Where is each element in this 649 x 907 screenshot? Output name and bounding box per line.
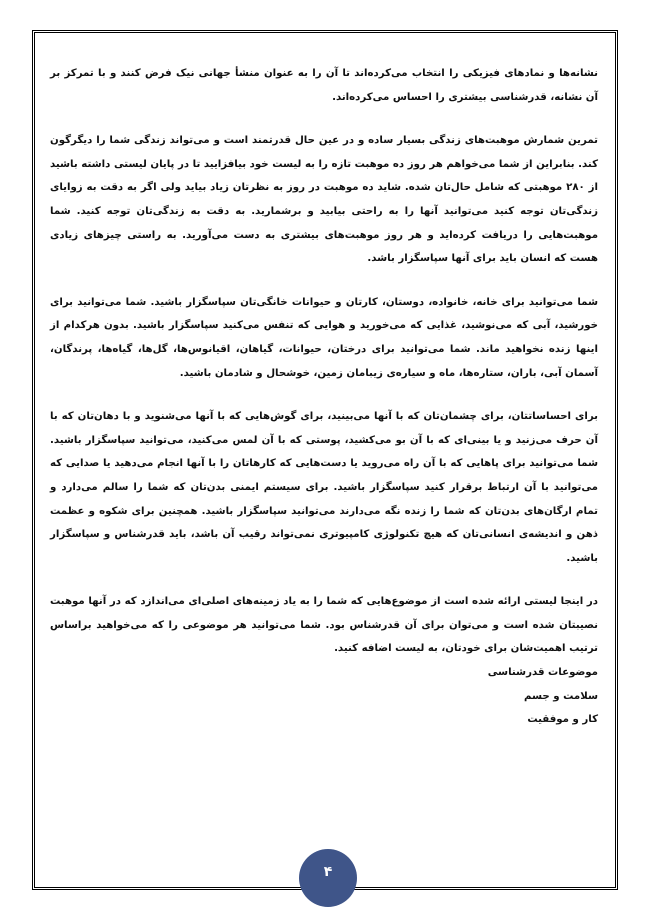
list-item: کار و موفقیت (527, 714, 598, 726)
topic-list (50, 661, 598, 732)
paragraph-4: برای احساساتتان، برای چشمان‌تان که با آنها می‌بینید، برای گوش‌هایی که با آنها می‌شنوید و با دهان‌تان که با آن حرف می‌زنید و یا بینی‌ای که با آن بو می‌کشید، پوستی که با آن لمس می‌کنید، می‌توانید سپاسگزار باشید. شما می‌توانید برای پاهایی که با آن راه می‌روید یا دست‌هایی که کارهاتان را با آنها انجام می‌دهید یا صدایی که می‌توانید با آن ارتباط برقرار کنید سپاسگزار باشید. برای سیستم ایمنی بدن‌تان که شما را سالم می‌دارد و تمام ارگان‌های بدن‌تان که شما را زنده نگه می‌دارند می‌توانید سپاسگزار باشید. همچنین برای شکوه و عظمت ذهن و اندیشه‌ی انسانی‌تان که هیچ تکنولوژی کامپیوتری نمی‌تواند رقیب آن باشد، باید قدرشناس و سپاسگزار باشید. (50, 411, 598, 564)
list-item: موضوعات قدرشناسی (487, 667, 598, 679)
paragraph-2: تمرین شمارش موهبت‌های زندگی بسیار ساده و در عین حال قدرتمند است و می‌تواند زندگی شما را دیگرگون کند. بنابراین از شما می‌خواهم هر روز ده موهبت تازه را به لیست خود بیافزایید تا در پایان لیستی داشته باشید از ۲۸۰ موهبتی که شامل حال‌تان شده. شاید ده موهبت در روز به نظرتان زیاد بیاید ولی اگر به دقت به زوایای زندگی‌تان توجه کنید می‌توانید آنها را به راحتی بیابید و برشمارید. به دقت به زندگی‌تان توجه کنید. شما موهبت‌هایی را دریافت کرده‌اید و هر روز موهبت‌های بیشتری به دست می‌آورید. به راستی چیزهای زیادی هست که انسان باید برای آنها سپاسگزار باشد. (50, 135, 598, 265)
page-number-badge (299, 849, 357, 907)
paragraph-5: در اینجا لیستی ارائه شده است از موضوع‌هایی که شما را به یاد زمینه‌های اصلی‌ای می‌اندازد که در آنها موهبت نصیبتان شده است و می‌توان برای آن قدرشناس بود. شما می‌توانید هر موضوعی را که می‌خواهید براساس ترتیب اهمیت‌شان برای خودتان، به لیست اضافه کنید. (50, 596, 598, 655)
page-number: ۴ (323, 864, 333, 880)
paragraph-1: نشانه‌ها و نمادهای فیزیکی را انتخاب می‌کرده‌اند تا آن را به عنوان منشأ جهانی نیک فرض کنند و با تمرکز بر آن نشانه، قدرشناسی بیشتری را احساس می‌کرده‌اند. (50, 68, 598, 103)
paragraph-3: شما می‌توانید برای خانه، خانواده، دوستان، کارتان و حیوانات خانگی‌تان سپاسگزار باشید. شما می‌توانید برای خورشید، آبی که می‌نوشید، غذایی که می‌خورید و هوایی که تنفس می‌کنید سپاسگزار باشید. بدون هرکدام از اینها زنده نخواهید ماند. شما می‌توانید برای درختان، حیوانات، گیاهان، اقیانوس‌ها، گل‌ها، گیاه‌ها، پرندگان، آسمان آبی، باران، ستاره‌ها، ماه و سیاره‌ی زیبامان زمین، خوشحال و شادمان باشید. (50, 296, 598, 379)
list-item: سلامت و جسم (524, 690, 598, 702)
document-body (50, 62, 598, 732)
